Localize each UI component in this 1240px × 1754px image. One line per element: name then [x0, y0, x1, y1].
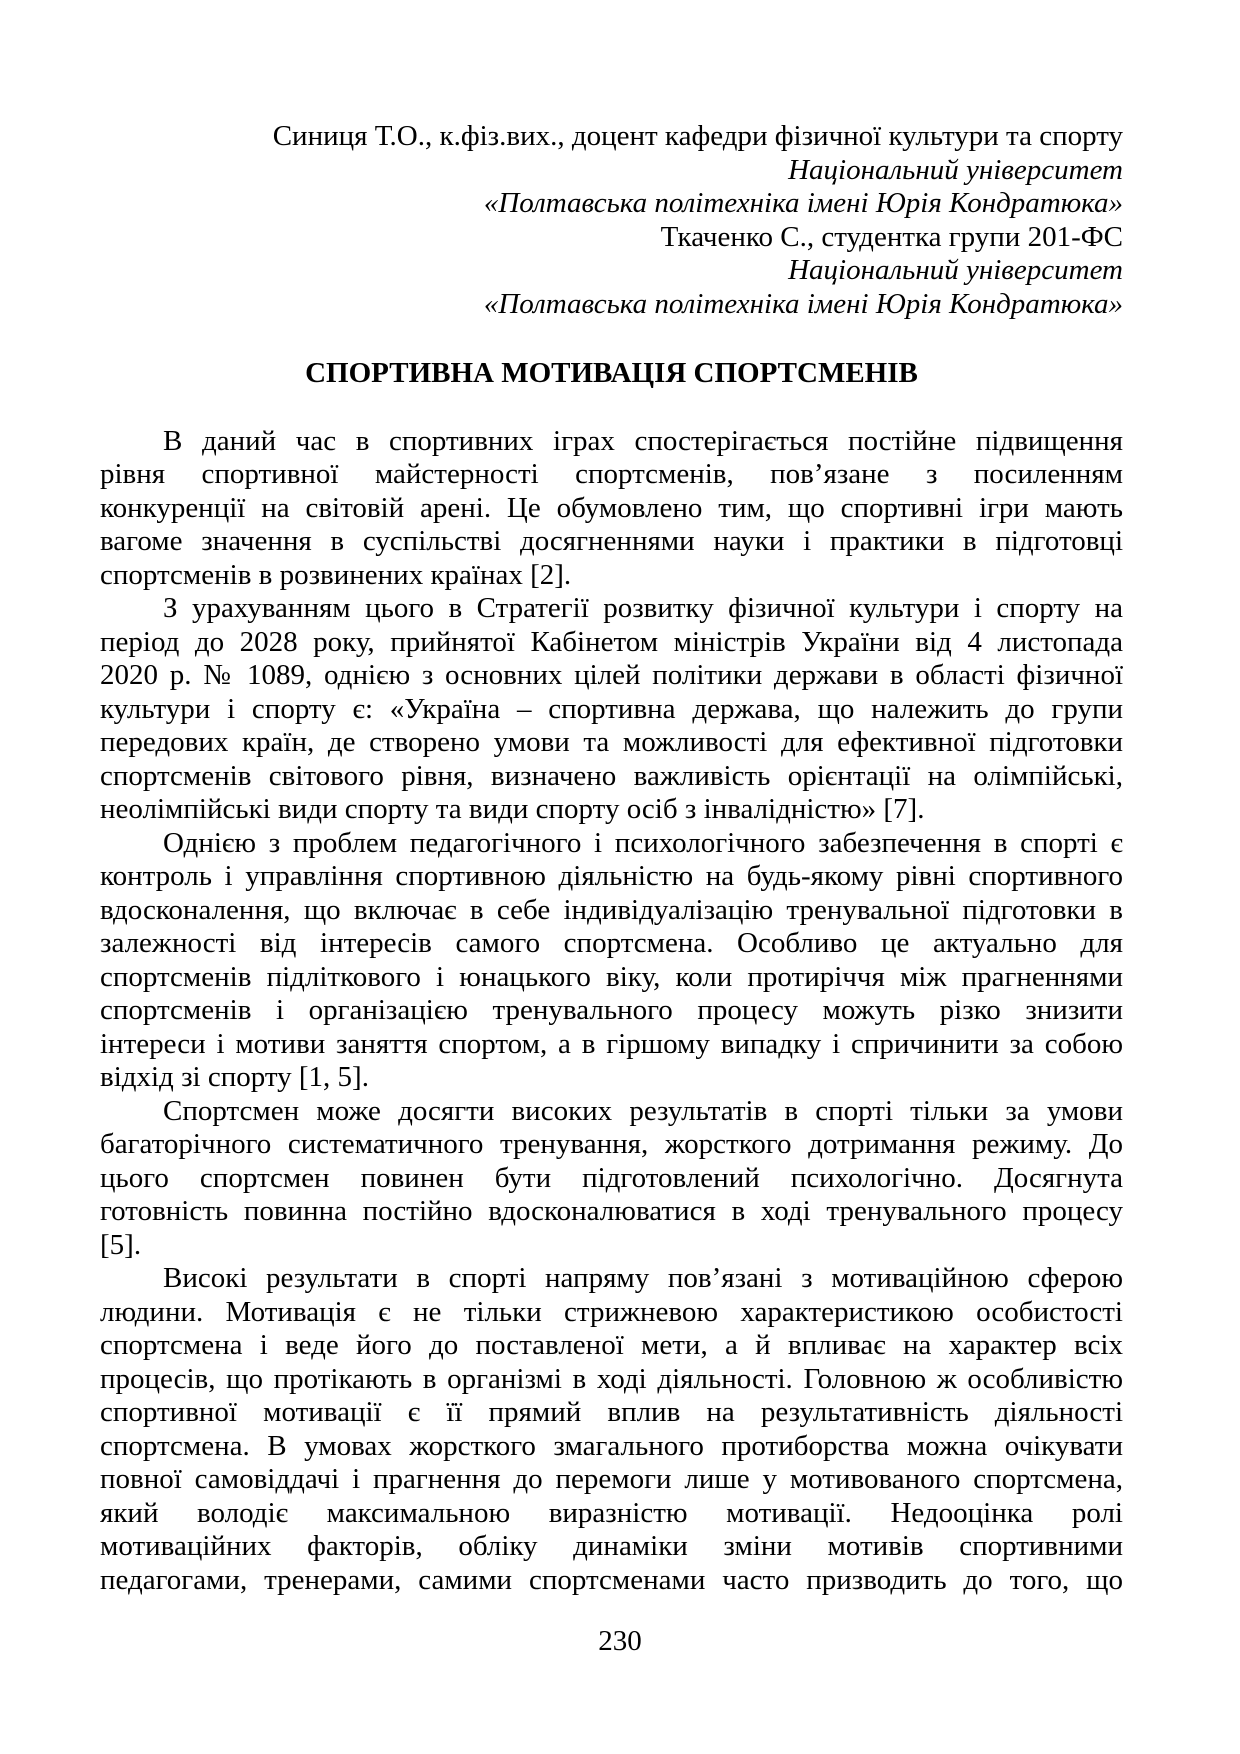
text-line: В даний час в спортивних іграх спостерігається постійне підвищення — [163, 424, 1123, 457]
paragraph — [100, 827, 1123, 1095]
text-line: рівня спортивної майстерності спортсменів, пов’язане з посиленням — [100, 458, 1123, 490]
article-body — [100, 425, 1123, 1598]
text-line: [5]. — [100, 1228, 142, 1261]
text-line: спортивної мотивації є її прямий вплив на результативність діяльності — [100, 1396, 1123, 1428]
paragraph — [100, 1095, 1123, 1263]
author-line: Національний університет — [788, 254, 1123, 286]
paragraph — [100, 1262, 1123, 1597]
text-line: конкуренції на світовій арені. Це обумовлено тим, що спортивні ігри мають — [100, 491, 1123, 524]
paragraph — [100, 592, 1123, 827]
text-line: Високі результати в спорті напряму пов’язані з мотиваційною сферою — [163, 1262, 1123, 1294]
text-line: Спортсмен може досягти високих результатів в спорті тільки за умови — [163, 1094, 1123, 1127]
text-line: спортсменів в розвинених країнах [2]. — [100, 558, 572, 591]
text-line: педагогами, тренерами, самими спортсменами часто призводить до того, що — [100, 1563, 1123, 1596]
text-line: культури і спорту є: «Україна – спортивна держава, що належить до групи — [100, 692, 1123, 725]
text-line: мотиваційних факторів, обліку динаміки зміни мотивів спортивними — [100, 1530, 1123, 1562]
text-line: період до 2028 року, прийнятої Кабінетом міністрів України від 4 листопада — [100, 625, 1123, 658]
text-line: неолімпійські види спорту та види спорту осіб з інвалідністю» [7]. — [100, 793, 925, 825]
text-line: спортсменів підліткового і юнацького віку, коли протиріччя між прагненнями — [100, 960, 1123, 993]
text-line: процесів, що протікають в організмі в ході діяльності. Головною ж особливістю — [100, 1362, 1123, 1395]
author-line: Ткаченко С., студентка групи 201-ФС — [660, 220, 1123, 253]
author-line: «Полтавська політехніка імені Юрія Кондратюка» — [483, 287, 1123, 320]
text-line: спортсмена. В умовах жорсткого змагального протиборства можна очікувати — [100, 1429, 1123, 1462]
text-line: Однією з проблем педагогічного і психологічного забезпечення в спорті є — [163, 826, 1123, 859]
text-line: готовність повинна постійно вдосконалюватися в ході тренувального процесу — [100, 1195, 1123, 1227]
text-line: інтереси і мотиви заняття спортом, а в гіршому випадку і спричинити за собою — [100, 1027, 1123, 1060]
text-line: вдосконалення, що включає в себе індивідуалізацію тренувальної підготовки в — [100, 893, 1123, 926]
paragraph — [100, 425, 1123, 593]
text-line: спортсменів світового рівня, визначено важливість орієнтації на олімпійські, — [100, 759, 1123, 792]
text-line: багаторічного систематичного тренування, жорсткого дотримання режиму. До — [100, 1128, 1123, 1160]
text-line: вагоме значення в суспільстві досягненнями науки і практики в підготовці — [100, 525, 1123, 557]
article-title: СПОРТИВНА МОТИВАЦІЯ СПОРТСМЕНІВ — [305, 357, 918, 389]
authors-block — [100, 120, 1123, 321]
author-line: «Полтавська політехніка імені Юрія Кондратюка» — [483, 187, 1123, 219]
text-line: З урахуванням цього в Стратегії розвитку фізичної культури і спорту на — [163, 592, 1123, 624]
text-line: залежності від інтересів самого спортсмена. Особливо це актуально для — [100, 927, 1123, 959]
text-line: цього спортсмен повинен бути підготовлений психологічно. Досягнута — [100, 1161, 1123, 1194]
text-line: 2020 р. № 1089, однією з основних цілей політики держави в області фізичної — [100, 659, 1123, 691]
text-line: який володіє максимальною виразністю мотивації. Недооцінка ролі — [100, 1496, 1123, 1529]
page-number: 230 — [598, 1625, 642, 1657]
text-line: відхід зі спорту [1, 5]. — [100, 1061, 369, 1093]
text-line: контроль і управління спортивною діяльністю на будь-якому рівні спортивного — [100, 860, 1123, 892]
text-line: спортсмена і веде його до поставленої мети, а й впливає на характер всіх — [100, 1329, 1123, 1361]
author-line: Синиця Т.О., к.фіз.вих., доцент кафедри фізичної культури та спорту — [272, 120, 1123, 152]
text-line: людини. Мотивація є не тільки стрижневою характеристикою особистості — [100, 1295, 1123, 1328]
text-line: передових країн, де створено умови та можливості для ефективної підготовки — [100, 726, 1123, 758]
author-line: Національний університет — [788, 153, 1123, 186]
text-line: повної самовіддачі і прагнення до перемоги лише у мотивованого спортсмена, — [100, 1463, 1123, 1495]
text-line: спортсменів і організацією тренувального процесу можуть різко знизити — [100, 994, 1123, 1026]
